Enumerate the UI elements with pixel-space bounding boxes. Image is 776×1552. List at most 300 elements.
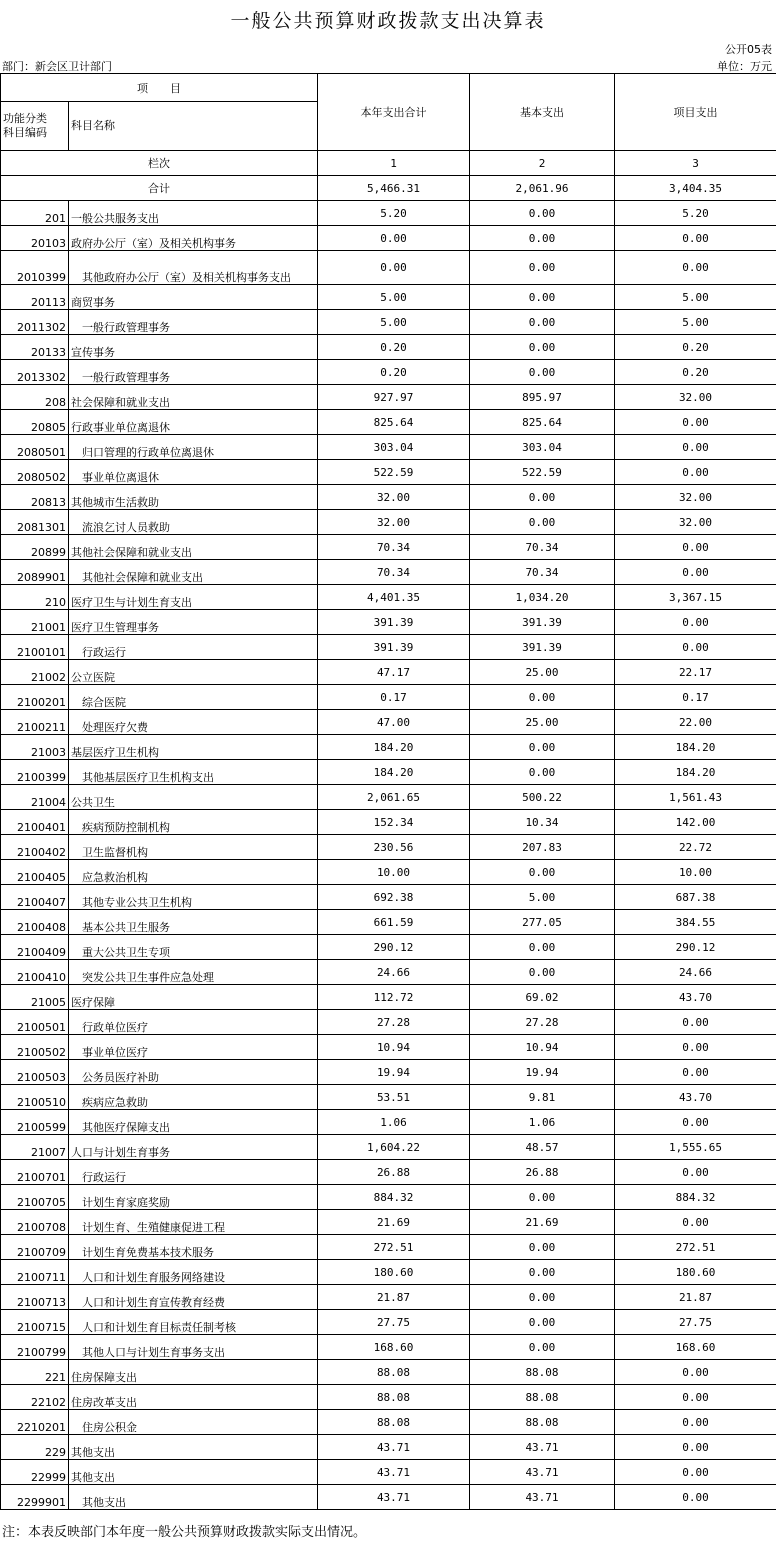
row-basic: 43.71 xyxy=(470,1435,615,1460)
row-total: 884.32 xyxy=(318,1185,470,1210)
table-row xyxy=(1,285,776,310)
row-name: 其他支出 xyxy=(69,1485,318,1510)
serial-1: 1 xyxy=(318,151,470,176)
row-total: 70.34 xyxy=(318,560,470,585)
row-basic: 69.02 xyxy=(470,985,615,1010)
row-code: 2100201 xyxy=(1,685,69,710)
row-project: 0.00 xyxy=(615,435,776,460)
table-row xyxy=(1,1485,776,1510)
row-project: 884.32 xyxy=(615,1185,776,1210)
row-name: 其他社会保障和就业支出 xyxy=(69,560,318,585)
row-basic: 1.06 xyxy=(470,1110,615,1135)
row-project: 27.75 xyxy=(615,1310,776,1335)
row-total: 10.00 xyxy=(318,860,470,885)
row-total: 152.34 xyxy=(318,810,470,835)
row-code: 2100708 xyxy=(1,1210,69,1235)
row-total: 47.17 xyxy=(318,660,470,685)
row-code: 221 xyxy=(1,1360,69,1385)
row-code: 2100599 xyxy=(1,1110,69,1135)
table-row xyxy=(1,810,776,835)
table-row xyxy=(1,1010,776,1035)
row-name: 综合医院 xyxy=(69,685,318,710)
table-row xyxy=(1,685,776,710)
row-code: 2013302 xyxy=(1,360,69,385)
row-project: 0.00 xyxy=(615,1010,776,1035)
header-item: 项 目 xyxy=(1,74,318,102)
row-basic: 0.00 xyxy=(470,935,615,960)
table-row xyxy=(1,1110,776,1135)
table-row xyxy=(1,1160,776,1185)
row-total: 927.97 xyxy=(318,385,470,410)
row-basic: 0.00 xyxy=(470,360,615,385)
table-row xyxy=(1,660,776,685)
header-basic: 基本支出 xyxy=(470,74,615,151)
row-code: 21004 xyxy=(1,785,69,810)
row-basic: 303.04 xyxy=(470,435,615,460)
table-row xyxy=(1,760,776,785)
row-project: 0.00 xyxy=(615,610,776,635)
row-name: 人口和计划生育目标责任制考核 xyxy=(69,1310,318,1335)
row-total: 391.39 xyxy=(318,635,470,660)
row-project: 0.00 xyxy=(615,460,776,485)
table-row xyxy=(1,860,776,885)
row-name: 人口和计划生育服务网络建设 xyxy=(69,1260,318,1285)
row-total: 1.06 xyxy=(318,1110,470,1135)
row-name: 其他医疗保障支出 xyxy=(69,1110,318,1135)
table-row xyxy=(1,735,776,760)
row-total: 88.08 xyxy=(318,1410,470,1435)
serial-row xyxy=(1,151,776,176)
expenditure-table xyxy=(0,73,776,1510)
row-project: 0.00 xyxy=(615,535,776,560)
row-total: 184.20 xyxy=(318,760,470,785)
table-row xyxy=(1,960,776,985)
row-code: 2100408 xyxy=(1,910,69,935)
table-row xyxy=(1,435,776,460)
table-row xyxy=(1,835,776,860)
row-total: 272.51 xyxy=(318,1235,470,1260)
row-total: 47.00 xyxy=(318,710,470,735)
row-name: 一般公共服务支出 xyxy=(69,201,318,226)
row-code: 2100502 xyxy=(1,1035,69,1060)
row-total: 43.71 xyxy=(318,1435,470,1460)
row-name: 卫生监督机构 xyxy=(69,835,318,860)
row-name: 其他政府办公厅（室）及相关机构事务支出 xyxy=(69,251,318,285)
row-basic: 895.97 xyxy=(470,385,615,410)
table-row xyxy=(1,510,776,535)
row-total: 88.08 xyxy=(318,1385,470,1410)
row-name: 疾病应急救助 xyxy=(69,1085,318,1110)
row-code: 2100405 xyxy=(1,860,69,885)
table-row xyxy=(1,610,776,635)
row-name: 其他城市生活救助 xyxy=(69,485,318,510)
row-code: 2010399 xyxy=(1,251,69,285)
table-row xyxy=(1,935,776,960)
row-project: 43.70 xyxy=(615,1085,776,1110)
header-name-label: 科目名称 xyxy=(69,102,318,151)
row-name: 应急救治机构 xyxy=(69,860,318,885)
row-basic: 0.00 xyxy=(470,310,615,335)
row-basic: 26.88 xyxy=(470,1160,615,1185)
row-basic: 391.39 xyxy=(470,610,615,635)
row-code: 20113 xyxy=(1,285,69,310)
row-name: 重大公共卫生专项 xyxy=(69,935,318,960)
row-basic: 0.00 xyxy=(470,335,615,360)
header-total: 本年支出合计 xyxy=(318,74,470,151)
row-project: 0.00 xyxy=(615,410,776,435)
row-total: 168.60 xyxy=(318,1335,470,1360)
table-row xyxy=(1,1335,776,1360)
row-total: 0.00 xyxy=(318,251,470,285)
row-code: 201 xyxy=(1,201,69,226)
row-total: 1,604.22 xyxy=(318,1135,470,1160)
row-basic: 500.22 xyxy=(470,785,615,810)
row-total: 32.00 xyxy=(318,510,470,535)
row-total: 522.59 xyxy=(318,460,470,485)
row-project: 184.20 xyxy=(615,735,776,760)
row-code: 2080501 xyxy=(1,435,69,460)
row-code: 2081301 xyxy=(1,510,69,535)
row-name: 一般行政管理事务 xyxy=(69,310,318,335)
row-code: 21003 xyxy=(1,735,69,760)
row-basic: 0.00 xyxy=(470,735,615,760)
row-code: 210 xyxy=(1,585,69,610)
row-project: 0.17 xyxy=(615,685,776,710)
sum-label: 合计 xyxy=(1,176,318,201)
row-project: 0.00 xyxy=(615,1460,776,1485)
row-name: 其他人口与计划生育事务支出 xyxy=(69,1335,318,1360)
row-total: 4,401.35 xyxy=(318,585,470,610)
serial-3: 3 xyxy=(615,151,776,176)
row-basic: 391.39 xyxy=(470,635,615,660)
table-row xyxy=(1,710,776,735)
row-total: 0.20 xyxy=(318,360,470,385)
row-basic: 0.00 xyxy=(470,1185,615,1210)
header-row-item xyxy=(1,74,776,102)
row-code: 2100211 xyxy=(1,710,69,735)
row-name: 处理医疗欠费 xyxy=(69,710,318,735)
row-code: 2100715 xyxy=(1,1310,69,1335)
row-name: 其他专业公共卫生机构 xyxy=(69,885,318,910)
row-project: 0.00 xyxy=(615,1360,776,1385)
table-row xyxy=(1,585,776,610)
row-total: 290.12 xyxy=(318,935,470,960)
row-basic: 70.34 xyxy=(470,535,615,560)
row-total: 88.08 xyxy=(318,1360,470,1385)
row-project: 0.00 xyxy=(615,251,776,285)
row-total: 53.51 xyxy=(318,1085,470,1110)
row-project: 43.70 xyxy=(615,985,776,1010)
table-row xyxy=(1,1435,776,1460)
row-project: 290.12 xyxy=(615,935,776,960)
sum-row xyxy=(1,176,776,201)
row-code: 2100501 xyxy=(1,1010,69,1035)
row-basic: 0.00 xyxy=(470,1260,615,1285)
row-basic: 277.05 xyxy=(470,910,615,935)
row-project: 0.20 xyxy=(615,335,776,360)
row-total: 303.04 xyxy=(318,435,470,460)
sum-project: 3,404.35 xyxy=(615,176,776,201)
row-total: 21.69 xyxy=(318,1210,470,1235)
row-code: 2011302 xyxy=(1,310,69,335)
table-row xyxy=(1,1310,776,1335)
row-basic: 0.00 xyxy=(470,1310,615,1335)
row-basic: 70.34 xyxy=(470,560,615,585)
table-row xyxy=(1,385,776,410)
row-total: 43.71 xyxy=(318,1485,470,1510)
table-row xyxy=(1,1210,776,1235)
row-name: 社会保障和就业支出 xyxy=(69,385,318,410)
row-name: 事业单位医疗 xyxy=(69,1035,318,1060)
table-row xyxy=(1,460,776,485)
row-code: 20813 xyxy=(1,485,69,510)
row-basic: 88.08 xyxy=(470,1410,615,1435)
row-code: 2100409 xyxy=(1,935,69,960)
row-code: 2100711 xyxy=(1,1260,69,1285)
row-name: 住房改革支出 xyxy=(69,1385,318,1410)
row-total: 661.59 xyxy=(318,910,470,935)
row-code: 2100713 xyxy=(1,1285,69,1310)
row-basic: 0.00 xyxy=(470,1235,615,1260)
row-name: 归口管理的行政单位离退休 xyxy=(69,435,318,460)
row-project: 0.00 xyxy=(615,1210,776,1235)
row-name: 计划生育、生殖健康促进工程 xyxy=(69,1210,318,1235)
row-project: 21.87 xyxy=(615,1285,776,1310)
row-basic: 0.00 xyxy=(470,201,615,226)
row-project: 22.17 xyxy=(615,660,776,685)
table-row xyxy=(1,1185,776,1210)
row-project: 384.55 xyxy=(615,910,776,935)
row-basic: 48.57 xyxy=(470,1135,615,1160)
row-basic: 9.81 xyxy=(470,1085,615,1110)
row-basic: 0.00 xyxy=(470,1335,615,1360)
row-basic: 25.00 xyxy=(470,660,615,685)
row-project: 142.00 xyxy=(615,810,776,835)
table-row xyxy=(1,360,776,385)
row-project: 184.20 xyxy=(615,760,776,785)
row-name: 计划生育家庭奖励 xyxy=(69,1185,318,1210)
table-row xyxy=(1,785,776,810)
row-project: 0.00 xyxy=(615,1410,776,1435)
row-name: 一般行政管理事务 xyxy=(69,360,318,385)
row-name: 基层医疗卫生机构 xyxy=(69,735,318,760)
row-project: 22.00 xyxy=(615,710,776,735)
row-code: 2080502 xyxy=(1,460,69,485)
row-project: 0.00 xyxy=(615,226,776,251)
row-name: 突发公共卫生事件应急处理 xyxy=(69,960,318,985)
row-total: 19.94 xyxy=(318,1060,470,1085)
table-row xyxy=(1,410,776,435)
row-name: 人口与计划生育事务 xyxy=(69,1135,318,1160)
row-basic: 21.69 xyxy=(470,1210,615,1235)
row-name: 政府办公厅（室）及相关机构事务 xyxy=(69,226,318,251)
row-code: 2100399 xyxy=(1,760,69,785)
serial-label: 栏次 xyxy=(1,151,318,176)
row-code: 20899 xyxy=(1,535,69,560)
row-project: 0.00 xyxy=(615,1435,776,1460)
row-project: 180.60 xyxy=(615,1260,776,1285)
row-total: 180.60 xyxy=(318,1260,470,1285)
row-code: 20133 xyxy=(1,335,69,360)
row-project: 0.00 xyxy=(615,1060,776,1085)
row-total: 70.34 xyxy=(318,535,470,560)
row-code: 21002 xyxy=(1,660,69,685)
row-project: 168.60 xyxy=(615,1335,776,1360)
row-name: 商贸事务 xyxy=(69,285,318,310)
header-code-label xyxy=(1,102,69,151)
row-project: 3,367.15 xyxy=(615,585,776,610)
page-title: 一般公共预算财政拨款支出决算表 xyxy=(230,10,546,32)
row-project: 0.00 xyxy=(615,1110,776,1135)
row-code: 2100410 xyxy=(1,960,69,985)
row-total: 0.00 xyxy=(318,226,470,251)
row-code: 2100407 xyxy=(1,885,69,910)
table-row xyxy=(1,1035,776,1060)
table-row xyxy=(1,310,776,335)
table-row xyxy=(1,535,776,560)
row-name: 人口和计划生育宣传教育经费 xyxy=(69,1285,318,1310)
row-basic: 88.08 xyxy=(470,1360,615,1385)
header-project: 项目支出 xyxy=(615,74,776,151)
table-row xyxy=(1,1385,776,1410)
table-row xyxy=(1,201,776,226)
row-project: 32.00 xyxy=(615,510,776,535)
row-code: 2100799 xyxy=(1,1335,69,1360)
row-name: 住房公积金 xyxy=(69,1410,318,1435)
table-row xyxy=(1,1410,776,1435)
row-basic: 10.94 xyxy=(470,1035,615,1060)
row-name: 行政运行 xyxy=(69,1160,318,1185)
row-basic: 0.00 xyxy=(470,485,615,510)
row-code: 21007 xyxy=(1,1135,69,1160)
department-label: 部门：新会区卫计部门 xyxy=(2,60,112,73)
row-name: 事业单位离退休 xyxy=(69,460,318,485)
table-row xyxy=(1,485,776,510)
header-code-label-line2: 科目编码 xyxy=(3,126,47,139)
row-total: 2,061.65 xyxy=(318,785,470,810)
row-total: 10.94 xyxy=(318,1035,470,1060)
row-name: 其他支出 xyxy=(69,1435,318,1460)
row-code: 22102 xyxy=(1,1385,69,1410)
row-total: 692.38 xyxy=(318,885,470,910)
table-row xyxy=(1,635,776,660)
row-basic: 10.34 xyxy=(470,810,615,835)
row-total: 0.20 xyxy=(318,335,470,360)
row-total: 5.00 xyxy=(318,285,470,310)
row-name: 其他支出 xyxy=(69,1460,318,1485)
row-project: 22.72 xyxy=(615,835,776,860)
row-basic: 0.00 xyxy=(470,510,615,535)
row-basic: 0.00 xyxy=(470,285,615,310)
sum-total: 5,466.31 xyxy=(318,176,470,201)
row-total: 5.00 xyxy=(318,310,470,335)
row-name: 住房保障支出 xyxy=(69,1360,318,1385)
table-row xyxy=(1,1085,776,1110)
row-total: 27.75 xyxy=(318,1310,470,1335)
row-basic: 0.00 xyxy=(470,760,615,785)
form-number: 公开05表 xyxy=(725,43,772,56)
row-project: 5.20 xyxy=(615,201,776,226)
table-row xyxy=(1,1285,776,1310)
serial-2: 2 xyxy=(470,151,615,176)
table-row xyxy=(1,251,776,285)
row-code: 21001 xyxy=(1,610,69,635)
row-project: 272.51 xyxy=(615,1235,776,1260)
row-project: 0.00 xyxy=(615,560,776,585)
row-basic: 0.00 xyxy=(470,960,615,985)
table-row xyxy=(1,985,776,1010)
row-basic: 19.94 xyxy=(470,1060,615,1085)
table-row xyxy=(1,1460,776,1485)
row-code: 2089901 xyxy=(1,560,69,585)
table-row xyxy=(1,910,776,935)
table-row xyxy=(1,1260,776,1285)
row-project: 0.00 xyxy=(615,635,776,660)
row-basic: 25.00 xyxy=(470,710,615,735)
row-basic: 43.71 xyxy=(470,1460,615,1485)
row-name: 其他基层医疗卫生机构支出 xyxy=(69,760,318,785)
table-row xyxy=(1,1060,776,1085)
row-total: 32.00 xyxy=(318,485,470,510)
table-row xyxy=(1,1135,776,1160)
row-project: 0.00 xyxy=(615,1385,776,1410)
footnote: 注：本表反映部门本年度一般公共预算财政拨款实际支出情况。 xyxy=(2,1525,367,1540)
row-code: 2100701 xyxy=(1,1160,69,1185)
table-row xyxy=(1,560,776,585)
header-code-label-line1: 功能分类 xyxy=(3,112,47,125)
row-name: 公立医院 xyxy=(69,660,318,685)
row-total: 27.28 xyxy=(318,1010,470,1035)
row-project: 1,555.65 xyxy=(615,1135,776,1160)
row-total: 24.66 xyxy=(318,960,470,985)
row-project: 0.00 xyxy=(615,1035,776,1060)
row-name: 计划生育免费基本技术服务 xyxy=(69,1235,318,1260)
row-basic: 5.00 xyxy=(470,885,615,910)
row-total: 825.64 xyxy=(318,410,470,435)
row-total: 21.87 xyxy=(318,1285,470,1310)
row-project: 0.00 xyxy=(615,1485,776,1510)
row-basic: 0.00 xyxy=(470,226,615,251)
row-project: 0.20 xyxy=(615,360,776,385)
row-code: 20103 xyxy=(1,226,69,251)
row-basic: 0.00 xyxy=(470,685,615,710)
row-basic: 27.28 xyxy=(470,1010,615,1035)
row-project: 1,561.43 xyxy=(615,785,776,810)
row-basic: 825.64 xyxy=(470,410,615,435)
row-basic: 0.00 xyxy=(470,251,615,285)
row-code: 208 xyxy=(1,385,69,410)
table-row xyxy=(1,226,776,251)
row-project: 32.00 xyxy=(615,385,776,410)
row-total: 184.20 xyxy=(318,735,470,760)
row-total: 26.88 xyxy=(318,1160,470,1185)
row-basic: 207.83 xyxy=(470,835,615,860)
row-code: 21005 xyxy=(1,985,69,1010)
row-code: 2100503 xyxy=(1,1060,69,1085)
row-name: 行政单位医疗 xyxy=(69,1010,318,1035)
row-basic: 0.00 xyxy=(470,1285,615,1310)
sum-basic: 2,061.96 xyxy=(470,176,615,201)
table-row xyxy=(1,335,776,360)
row-basic: 43.71 xyxy=(470,1485,615,1510)
row-code: 2100510 xyxy=(1,1085,69,1110)
table-row xyxy=(1,885,776,910)
row-basic: 0.00 xyxy=(470,860,615,885)
row-total: 5.20 xyxy=(318,201,470,226)
row-name: 其他社会保障和就业支出 xyxy=(69,535,318,560)
row-total: 391.39 xyxy=(318,610,470,635)
row-name: 流浪乞讨人员救助 xyxy=(69,510,318,535)
